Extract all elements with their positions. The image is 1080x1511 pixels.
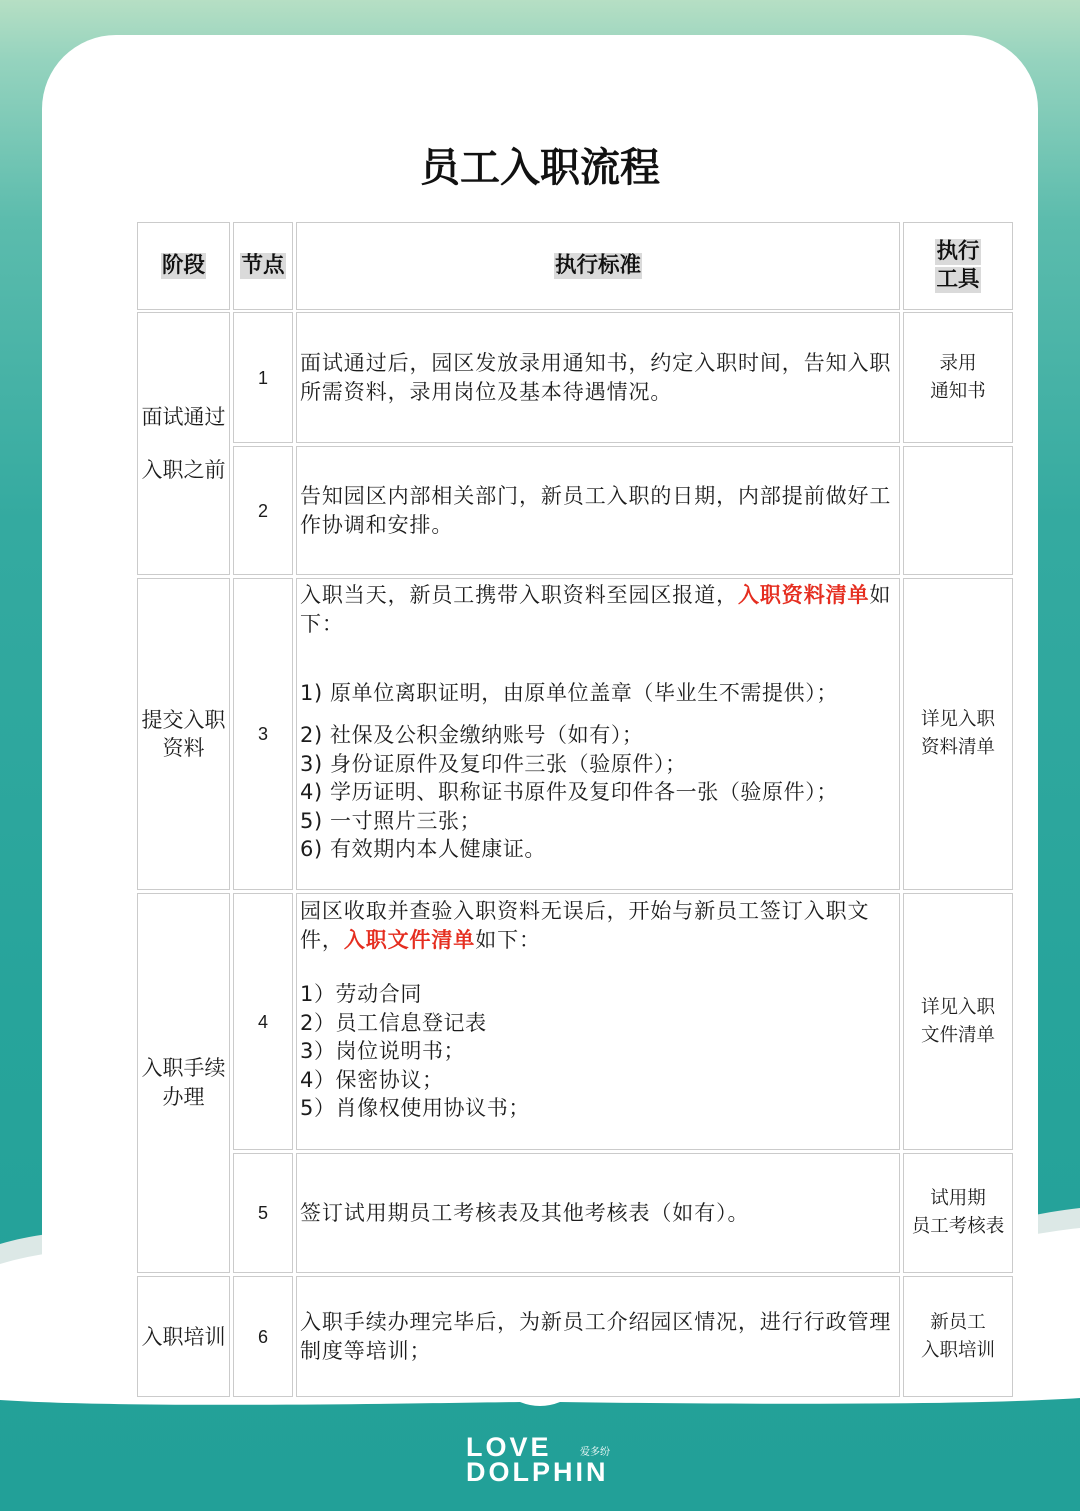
tool-line: 通知书 [930,380,986,402]
intro-text: 如下： [300,583,892,636]
tool-line: 录用 [939,352,977,374]
list-item: 5) 一寸照片三张； [300,808,482,833]
tool-line: 详见入职 [920,996,995,1018]
tool-line: 员工考核表 [911,1216,1005,1237]
node-cell-2 [233,446,293,575]
stage-cell-training [137,1276,230,1397]
tool-cell-1 [903,312,1013,443]
stage-cell-procedures [137,893,230,1273]
stage-label-line: 资料 [162,736,205,760]
intro-text: 如下： [475,927,541,952]
list-item: 2）员工信息登记表 [300,1010,487,1035]
header-standard [296,222,900,310]
standard-intro [300,581,896,638]
node-number: 3 [257,724,268,744]
list-item: 2) 社保及公积金缴纳账号（如有）； [300,723,644,747]
stage-label-line: 办理 [162,1085,205,1109]
tool-line: 资料清单 [920,737,995,758]
node-cell-3 [233,578,293,890]
stage-label-line: 面试通过 [141,404,226,429]
list-item: 1）劳动合同 [300,982,422,1006]
standard-cell-6 [296,1276,900,1397]
header-node-label: 节点 [241,253,285,278]
logo-line-love: LOVE [466,1432,552,1462]
node-number: 5 [257,1203,268,1223]
page-title: 员工入职流程 [420,145,660,191]
node-cell-5 [233,1153,293,1273]
file-checklist [300,980,896,1123]
list-item: 3) 身份证原件及复印件三张（验原件）； [300,751,687,776]
node-number: 4 [257,1011,268,1032]
standard-text: 入职手续办理完毕后，为新员工介绍园区情况，进行行政管理制度等培训； [300,1310,892,1363]
header-node [233,222,293,310]
stage-label-line: 提交入职 [141,708,226,732]
tool-line: 文件清单 [920,1024,995,1046]
list-item: 5）肖像权使用协议书； [300,1096,530,1120]
node-number: 6 [257,1326,268,1347]
standard-intro [300,897,896,954]
brand-logo [466,1434,626,1490]
tool-cell-4 [903,893,1013,1150]
tool-line: 试用期 [930,1188,986,1209]
intro-text: 入职当天，新员工携带入职资料至园区报道， [300,583,738,607]
highlighted-checklist-title: 入职资料清单 [738,583,870,607]
stage-label-line: 入职之前 [141,457,226,482]
standard-text: 签订试用期员工考核表及其他考核表（如有）。 [300,1200,750,1225]
standard-cell-2 [296,446,900,575]
standard-cell-1 [296,312,900,443]
list-item: 1) 原单位离职证明，由原单位盖章（毕业生不需提供）； [300,681,838,705]
tool-line: 入职培训 [920,1339,995,1361]
document-checklist [300,679,896,864]
header-standard-label: 执行标准 [554,253,641,278]
node-number: 1 [257,367,268,388]
node-cell-1 [233,312,293,443]
header-tool-label-line: 工具 [936,267,980,292]
node-cell-4 [233,893,293,1150]
node-number: 2 [257,500,268,521]
header-tool [903,222,1013,310]
tool-line: 新员工 [930,1311,986,1333]
tool-cell-5 [903,1153,1013,1273]
intro-text: 园区收取并查验入职资料无误后，开始与新员工签订入职文件， [300,899,870,952]
highlighted-checklist-title: 入职文件清单 [343,927,476,952]
standard-cell-3 [296,578,900,890]
node-cell-6 [233,1276,293,1397]
header-stage-label: 阶段 [161,253,205,278]
stage-cell-submit-documents [137,578,230,890]
logo-line-dolphin: DOLPHIN [466,1457,609,1487]
list-item: 4）保密协议； [300,1067,444,1092]
list-item: 4) 学历证明、职称证书原件及复印件各一张（验原件）； [300,780,838,804]
standard-cell-5 [296,1153,900,1273]
header-tool-label-line: 执行 [936,239,980,264]
tool-cell-3 [903,578,1013,890]
list-item: 6) 有效期内本人健康证。 [300,837,547,861]
logo-chinese-name: 爱多纷 [580,1447,610,1458]
tool-cell-6 [903,1276,1013,1397]
standard-text: 面试通过后，园区发放录用通知书，约定入职时间，告知入职所需资料，录用岗位及基本待遇情况。 [300,351,892,404]
stage-cell-interview [137,312,230,575]
stage-label-line: 入职培训 [141,1324,226,1349]
standard-text: 告知园区内部相关部门，新员工入职的日期，内部提前做好工作协调和安排。 [300,484,892,537]
header-stage [137,222,230,310]
standard-cell-4 [296,893,900,1150]
tool-cell-2 [903,446,1013,575]
tool-line: 详见入职 [920,709,995,730]
list-item: 3）岗位说明书； [300,1039,466,1063]
stage-label-line: 入职手续 [141,1056,226,1080]
